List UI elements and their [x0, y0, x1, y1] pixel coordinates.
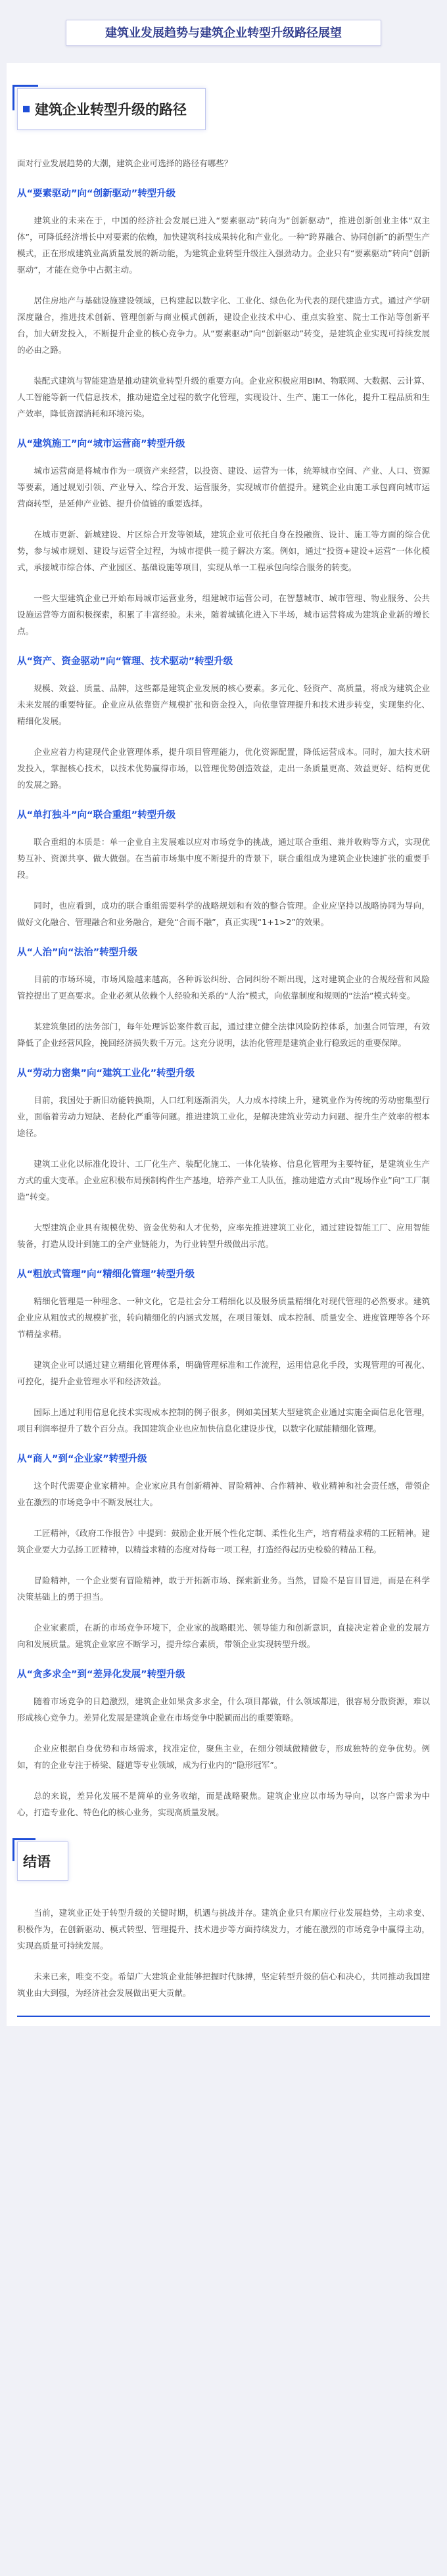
- conclusion-body: [17, 1905, 430, 2001]
- conclusion-heading: 结语: [23, 1854, 51, 1870]
- intro-heading-box: [17, 88, 206, 130]
- section-paragraph: 企业家素质，在新的市场竞争环境下，企业家的战略眼光、领导能力和创新意识，直接决定着企业的发展方向和发展质量。建筑企业家应不断学习，提升综合素质，带领企业实现转型升级。: [17, 1623, 430, 1649]
- section-paragraph: 城市运营商是将城市作为一项资产来经营，以投资、建设、运营为一体，统筹城市空间、产业、人口、资源等要素，通过规划引领、产业导入、综合开发、运营服务，实现城市价值提升。建筑企业由施工承包商向城市运营商转型，是延伸产业链、提升价值链的重要选择。: [17, 466, 430, 508]
- section-paragraph: 企业应根据自身优势和市场需求，找准定位，聚焦主业，在细分领域做精做专，形成独特的竞争优势。例如，有的企业专注于桥梁、隧道等专业领域，成为行业内的“隐形冠军”。: [17, 1744, 430, 1770]
- section-paragraph: 同时，也应看到，成功的联合重组需要科学的战略规划和有效的整合管理。企业应坚持以战略协同为导向，做好文化融合、管理融合和业务融合，避免“合而不融”，真正实现“1+1>2”的效果。: [17, 901, 430, 927]
- intro-heading: 建筑企业转型升级的路径: [35, 102, 187, 118]
- section-heading: 从“要素驱动”向“创新驱动”转型升级: [17, 189, 176, 199]
- section-paragraph: 居住房地产与基础设施建设领域，已构建起以数字化、工业化、绿色化为代表的现代建造方式。通过产学研深度融合，推进技术创新、管理创新与商业模式创新，建设企业技术中心、重点实验室、院士工作站等创新平台，加大研发投入，不断提升企业的核心竞争力。从“要素驱动”向“创新驱动”转变，是建筑企业实现可持续发展的必由之路。: [17, 296, 430, 355]
- section-paragraph: 某建筑集团的法务部门，每年处理诉讼案件数百起，通过建立健全法律风险防控体系，加强合同管理，有效降低了企业经营风险，挽回经济损失数千万元。这充分说明，法治化管理是建筑企业行稳致远的重要保障。: [17, 1022, 430, 1048]
- conclusion-paragraph: 未来已来，唯变不变。希望广大建筑企业能够把握时代脉搏，坚定转型升级的信心和决心，共同推动我国建筑业由大到强，为经济社会发展做出更大贡献。: [17, 1972, 430, 1998]
- section-paragraph: 国际上通过利用信息化技术实现成本控制的例子很多，例如美国某大型建筑企业通过实施全面信息化管理，项目利润率提升了数个百分点。我国建筑企业也应加快信息化建设步伐，以数字化赋能精细化管理。: [17, 1407, 430, 1434]
- section-heading: 从“商人”到“企业家”转型升级: [17, 1454, 147, 1464]
- section-paragraph: 目前的市场环境，市场风险越来越高，各种诉讼纠纷、合同纠纷不断出现，这对建筑企业的合规经营和风险管控提出了更高要求。企业必须从依赖个人经验和关系的“人治”模式，向依靠制度和规则的“法治”模式转变。: [17, 974, 430, 1001]
- section-paragraph: 这个时代需要企业家精神。企业家应具有创新精神、冒险精神、合作精神、敬业精神和社会责任感，带领企业在激烈的市场竞争中不断发展壮大。: [17, 1481, 430, 1507]
- conclusion-heading-block: [17, 1842, 430, 1881]
- section-paragraph: 大型建筑企业具有规模优势、资金优势和人才优势，应率先推进建筑工业化，通过建设智能工厂、应用智能装备，打造从设计到施工的全产业链能力，为行业转型升级做出示范。: [17, 1223, 430, 1249]
- intro-heading-block: [17, 88, 430, 130]
- section-heading: 从“贪多求全”到“差异化发展”转型升级: [17, 1669, 185, 1680]
- section-heading: 从“人治”向“法治”转型升级: [17, 947, 138, 958]
- section-paragraph: 冒险精神，一个企业要有冒险精神，敢于开拓新市场、探索新业务。当然，冒险不是盲目冒进，而是在科学决策基础上的勇于担当。: [17, 1575, 430, 1602]
- section-paragraph: 目前，我国处于新旧动能转换期，人口红利逐渐消失，人力成本持续上升，建筑业作为传统的劳动密集型行业，面临着劳动力短缺、老龄化严重等问题。推进建筑工业化，是解决建筑业劳动力问题、提升生产效率的根本途径。: [17, 1095, 430, 1138]
- section-paragraph: 在城市更新、新城建设、片区综合开发等领域，建筑企业可依托自身在投融资、设计、施工等方面的综合优势，参与城市规划、建设与运营全过程，为城市提供一揽子解决方案。例如，通过“投资+建设+运营”一体化模式，承接城市综合体、产业园区、基础设施等项目，实现从单一工程承包向综合服务的转变。: [17, 530, 430, 572]
- section-paragraph: 工匠精神，《政府工作报告》中提到：鼓励企业开展个性化定制、柔性化生产，培育精益求精的工匠精神。建筑企业要大力弘扬工匠精神，以精益求精的态度对待每一项工程，打造经得起历史检验的精品工程。: [17, 1528, 430, 1554]
- square-bullet-icon: [23, 106, 30, 112]
- section-heading: 从“劳动力密集”向“建筑工业化”转型升级: [17, 1068, 195, 1079]
- section-paragraph: 总的来说，差异化发展不是简单的业务收缩，而是战略聚焦。建筑企业应以市场为导向，以客户需求为中心，打造专业化、特色化的核心业务，实现高质量发展。: [17, 1791, 430, 1817]
- section-paragraph: 建筑企业可以通过建立精细化管理体系，明确管理标准和工作流程，运用信息化手段，实现管理的可视化、可控化，提升企业管理水平和经济效益。: [17, 1360, 430, 1386]
- section-paragraph: 随着市场竞争的日趋激烈，建筑企业如果贪多求全，什么项目都做，什么领域都进，很容易分散资源，难以形成核心竞争力。差异化发展是建筑企业在市场竞争中脱颖而出的重要策略。: [17, 1696, 430, 1723]
- section-heading: 从“建筑施工”向“城市运营商”转型升级: [17, 439, 185, 449]
- section-paragraph: 建筑业的未来在于，中国的经济社会发展已进入“要素驱动”转向为“创新驱动”，推进创新创业主体“双主体”，可降低经济增长中对要素的依赖，加快建筑科技成果转化和产业化。一种“跨界融合、协同创新”的新型生产模式，正在形成建筑业高质量发展的新动能，为建筑企业转型升级注入强劲动力。企业只有“要素驱动”转向“创新驱动”，才能在竞争中占据主动。: [17, 215, 430, 275]
- section-paragraph: 规模、效益、质量、品牌，这些都是建筑企业发展的核心要素。多元化、轻资产、高质量，将成为建筑企业未来发展的重要特征。企业应从依靠资产规模扩张和资金投入，向依靠管理提升和技术进步转变，实现集约化、精细化发展。: [17, 683, 430, 726]
- page-title: 建筑业发展趋势与建筑企业转型升级路径展望: [66, 20, 381, 46]
- conclusion-heading-box: [17, 1842, 68, 1881]
- sections-container: [17, 186, 430, 1820]
- section-paragraph: 一些大型建筑企业已开始布局城市运营业务，组建城市运营公司，在智慧城市、城市管理、物业服务、公共设施运营等方面积极探索，积累了丰富经验。未来，随着城镇化进入下半场，城市运营将成为建筑企业新的增长点。: [17, 593, 430, 636]
- article-card: [7, 63, 440, 2026]
- section-paragraph: 联合重组的本质是：单一企业自主发展难以应对市场竞争的挑战，通过联合重组、兼并收购等方式，实现优势互补、资源共享、做大做强。在当前市场集中度不断提升的背景下，联合重组成为建筑企业快速扩张的重要手段。: [17, 837, 430, 880]
- section-heading: 从“单打独斗”向“联合重组”转型升级: [17, 810, 176, 821]
- section-paragraph: 企业应着力构建现代企业管理体系，提升项目管理能力，优化资源配置，降低运营成本。同时，加大技术研发投入，掌握核心技术，以技术优势赢得市场，以管理优势创造效益，走出一条质量更高、效益更好、结构更优的发展之路。: [17, 747, 430, 790]
- section-heading: 从“资产、资金驱动”向“管理、技术驱动”转型升级: [17, 656, 233, 667]
- section-paragraph: 装配式建筑与智能建造是推动建筑业转型升级的重要方向。企业应积极应用BIM、物联网、大数据、云计算、人工智能等新一代信息技术，推动建造全过程的数字化管理，实现设计、生产、施工一体化，提升工程品质和生产效率，降低资源消耗和环境污染。: [17, 376, 430, 418]
- section-heading: 从“粗放式管理”向“精细化管理”转型升级: [17, 1269, 195, 1280]
- intro-paragraph: 面对行业发展趋势的大潮，建筑企业可选择的路径有哪些？: [17, 158, 233, 168]
- section-paragraph: 建筑工业化以标准化设计、工厂化生产、装配化施工、一体化装修、信息化管理为主要特征，是建筑业生产方式的重大变革。企业应积极布局预制构件生产基地，培养产业工人队伍，推动建造方式由“现场作业”向“工厂制造”转变。: [17, 1159, 430, 1202]
- conclusion-paragraph: 当前，建筑业正处于转型升级的关键时期，机遇与挑战并存。建筑企业只有顺应行业发展趋势，主动求变、积极作为，在创新驱动、模式转型、管理提升、技术进步等方面持续发力，才能在激烈的市场竞争中赢得主动，实现高质量可持续发展。: [17, 1908, 430, 1951]
- bottom-divider: [17, 2016, 430, 2017]
- section-paragraph: 精细化管理是一种理念、一种文化，它是社会分工精细化以及服务质量精细化对现代管理的必然要求。建筑企业应从粗放式的规模扩张，转向精细化的内涵式发展，在项目策划、成本控制、质量安全、进度管理等各个环节精益求精。: [17, 1296, 430, 1339]
